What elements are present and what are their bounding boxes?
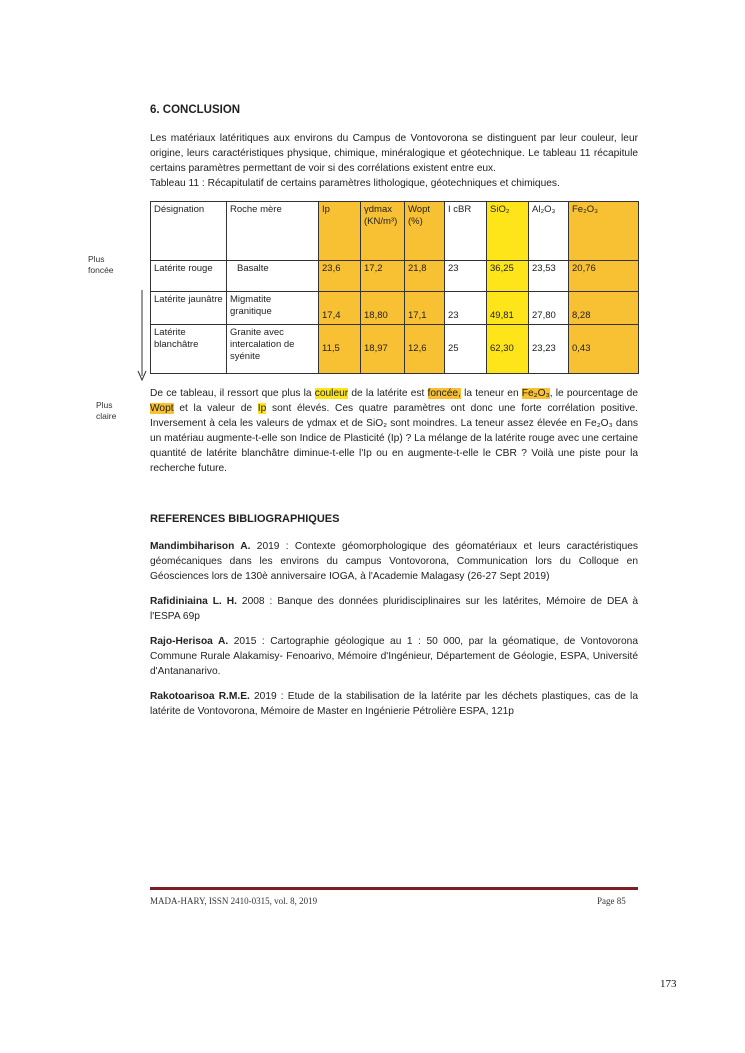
table-cell: Latérite blanchâtre [151, 325, 227, 374]
reference-item [150, 594, 638, 624]
footer-page-label: Page 85 [597, 896, 626, 906]
reference-item [150, 539, 638, 584]
highlight-couleur: couleur [314, 388, 349, 399]
footer-journal: MADA-HARY, ISSN 2410-0315, vol. 8, 2019 [150, 896, 318, 906]
section-title: 6. CONCLUSION [150, 104, 241, 116]
reference-item [150, 689, 638, 719]
table-cell: 8,28 [569, 292, 639, 325]
references-list [150, 539, 638, 719]
reference-text: 2019 : Etude de la stabilisation de la latérite par les déchets plastiques, cas de la latérite de Vontovorona, Mémoire de Master en Ingénierie Pétrolière ESPA, 121p [150, 691, 638, 717]
reference-author: Mandimbiharison A. [150, 541, 251, 552]
table-row [151, 261, 639, 292]
highlight-foncee: foncée, [427, 388, 461, 399]
table-cell: 18,97 [361, 325, 405, 374]
page-content [150, 104, 638, 729]
reference-author: Rajo-Herisoa A. [150, 636, 229, 647]
table-cell: 36,25 [487, 261, 529, 292]
page-number: 173 [660, 978, 677, 990]
table-cell: 21,8 [405, 261, 445, 292]
table-cell: 49,81 [487, 292, 529, 325]
table-cell: 17,4 [319, 292, 361, 325]
reference-author: Rafidiniaina L. H. [150, 596, 237, 607]
table-row [151, 325, 639, 374]
table-cell: Basalte [227, 261, 319, 292]
table-cell: 0,43 [569, 325, 639, 374]
intro-paragraph: Les matériaux latéritiques aux environs du Campus de Vontovorona se distinguent par leur couleur, leur origine, leurs caractéristiques physique, chimique, minéralogique et géotechnique. Le tableau 11 récapitule certains paramètres permettant de voir si des corrélations existent entre eux. [150, 133, 638, 174]
table-cell: 23 [445, 261, 487, 292]
reference-item [150, 634, 638, 679]
text-run: de la latérite est [348, 388, 428, 399]
table-cell: Migmatite granitique [227, 292, 319, 325]
discussion-paragraph [150, 386, 638, 476]
table-cell: Latérite jaunâtre [151, 292, 227, 325]
text-run: et la valeur de [173, 403, 258, 414]
highlight-fe2o3: Fe₂O₃ [521, 388, 550, 399]
table-cell: 23,53 [529, 261, 569, 292]
references-title: REFERENCES BIBLIOGRAPHIQUES [150, 513, 340, 525]
table-cell: Granite avec intercalation de syénite [227, 325, 319, 374]
table-cell: 23 [445, 292, 487, 325]
header-cell: γdmax (KN/m³) [361, 202, 405, 261]
table-row [151, 292, 639, 325]
highlight-ip: Ip [257, 403, 267, 414]
text-run: sont élevés. Ces quatre paramètres ont donc une forte corrélation positive. Inversement à cela les valeurs de γdmax et de SiO₂ sont moindres. La teneur assez élevée en Fe₂O₃ dans un matériau augmente-t-elle son Indice de Plasticité (Ip) ? La mélange de la latérite rouge avec une certaine quantité de latérite blanchâtre diminue-t-elle l'Ip ou en augmente-t-elle le CBR ? Voilà une piste pour la recherche future. [150, 403, 638, 474]
table-header-row [151, 202, 639, 261]
text-run: , le pourcentage de [549, 388, 638, 399]
header-cell: Fe₂O₃ [569, 202, 639, 261]
table-cell: 23,23 [529, 325, 569, 374]
legend-darker: Plus foncée [88, 254, 114, 275]
table-cell: 17,2 [361, 261, 405, 292]
table-cell: 17,1 [405, 292, 445, 325]
table-cell: 27,80 [529, 292, 569, 325]
table-cell: 11,5 [319, 325, 361, 374]
header-cell: Wopt (%) [405, 202, 445, 261]
reference-text: 2015 : Cartographie géologique au 1 : 50 000, par la géomatique, de Vontovorona Commune Rurale Alakamisy- Fenoarivo, Mémoire d'Ingénieur, Département de Géologie, ESPA, Université d'Antananarivo. [150, 636, 639, 677]
text-run: De ce tableau, il ressort que plus la [150, 388, 315, 399]
table-cell: 23,6 [319, 261, 361, 292]
header-cell: SiO₂ [487, 202, 529, 261]
table-cell: 62,30 [487, 325, 529, 374]
reference-text: 2008 : Banque des données pluridisciplinaires sur les latérites, Mémoire de DEA à l'ESPA 69p [150, 596, 639, 622]
header-cell: I cBR [445, 202, 487, 261]
table-cell: 18,80 [361, 292, 405, 325]
summary-table [150, 201, 639, 374]
table-caption: Tableau 11 : Récapitulatif de certains paramètres lithologique, géotechniques et chimiques. [150, 178, 560, 189]
table-cell: 12,6 [405, 325, 445, 374]
table-cell: 25 [445, 325, 487, 374]
darkness-arrow-icon [136, 290, 148, 382]
highlight-wopt: Wopt [150, 403, 174, 414]
reference-author: Rakotoarisoa R.M.E. [150, 691, 250, 702]
text-run: la teneur en [460, 388, 522, 399]
footer-rule [150, 887, 638, 890]
header-cell: Désignation [151, 202, 227, 261]
header-cell: Al₂O₃ [529, 202, 569, 261]
header-cell: Ip [319, 202, 361, 261]
table-cell: Latérite rouge [151, 261, 227, 292]
table-cell: 20,76 [569, 261, 639, 292]
header-cell: Roche mère [227, 202, 319, 261]
legend-lighter: Plus claire [96, 400, 117, 421]
reference-text: 2019 : Contexte géomorphologique des géomatériaux et leurs caractéristiques géomécaniques dans les environs du campus Vontovorona, Communication lors du Colloque en Géosciences lors de 130è anniversaire IOGA, à l'Academie Malagasy (26-27 Sept 2019) [150, 541, 638, 582]
